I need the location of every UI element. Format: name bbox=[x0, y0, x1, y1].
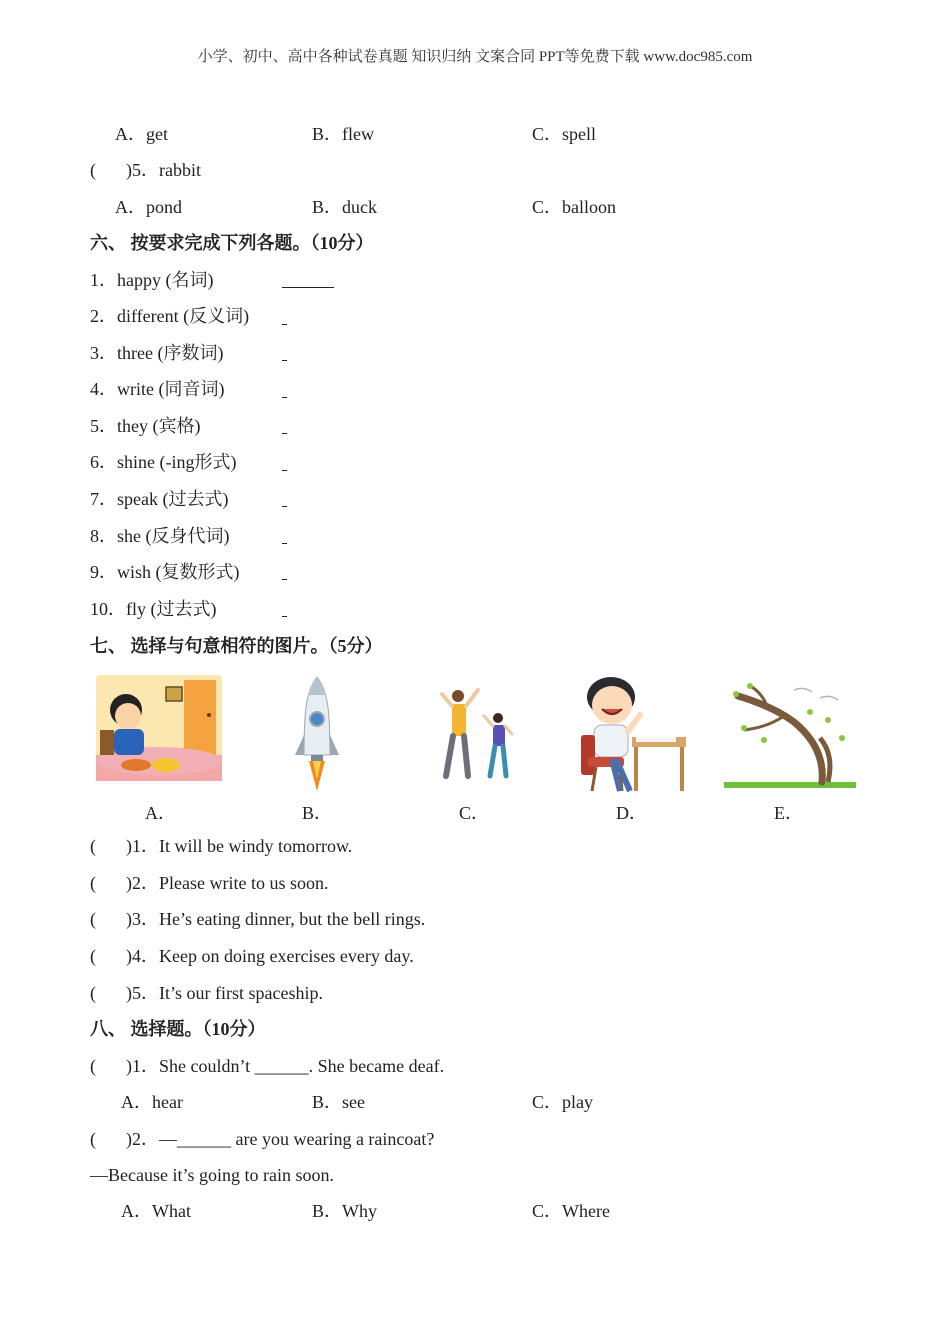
people-exercising-icon bbox=[432, 682, 518, 782]
s8-q1-option-a: A．hear bbox=[121, 1092, 183, 1112]
s7-q3-text: )3．He’s eating dinner, but the bell rings. bbox=[126, 909, 426, 929]
picture-label-b: B． bbox=[302, 803, 333, 823]
s8-q1-option-b: B．see bbox=[312, 1092, 365, 1112]
picture-label-c: C． bbox=[459, 803, 490, 823]
section6-title: 六、 按要求完成下列各题。（10分） bbox=[90, 233, 374, 253]
answer-blank-2[interactable] bbox=[282, 324, 287, 325]
q5-option-a: A．pond bbox=[115, 197, 182, 217]
s7-q3-paren: ( bbox=[90, 909, 96, 929]
q4-option-a: A．get bbox=[115, 124, 168, 144]
s6-item-3: 3．three (序数词) bbox=[90, 343, 224, 363]
s7-q4-text: )4．Keep on doing exercises every day. bbox=[126, 946, 414, 966]
s8-q1-option-c: C．play bbox=[532, 1092, 593, 1112]
s6-item-2: 2．different (反义词) bbox=[90, 306, 250, 326]
s6-item-6: 6．shine (-ing形式) bbox=[90, 452, 237, 472]
s6-item-8: 8．she (反身代词) bbox=[90, 526, 230, 546]
q5-paren: ( bbox=[90, 160, 96, 180]
section8-title: 八、 选择题。（10分） bbox=[90, 1019, 266, 1039]
answer-blank-3[interactable] bbox=[282, 360, 287, 361]
s7-q5-text: )5．It’s our first spaceship. bbox=[126, 983, 323, 1003]
s6-item-7: 7．speak (过去式) bbox=[90, 489, 229, 509]
picture-label-d: D． bbox=[616, 803, 647, 823]
s8-q2-line2: —Because it’s going to rain soon. bbox=[90, 1165, 334, 1185]
s6-item-1: 1．happy (名词) bbox=[90, 270, 214, 290]
s8-q2-option-b: B．Why bbox=[312, 1201, 377, 1221]
answer-blank-5[interactable] bbox=[282, 433, 287, 434]
answer-blank-7[interactable] bbox=[282, 506, 287, 507]
answer-blank-9[interactable] bbox=[282, 579, 287, 580]
windy-tree-icon bbox=[724, 680, 856, 788]
s8-q2-text: )2．—______ are you wearing a raincoat? bbox=[126, 1129, 435, 1149]
answer-blank-10[interactable] bbox=[282, 616, 287, 617]
answer-blank-8[interactable] bbox=[282, 543, 287, 544]
s8-q2-option-c: C．Where bbox=[532, 1201, 610, 1221]
s7-q2-text: )2．Please write to us soon. bbox=[126, 873, 329, 893]
s6-item-10: 10．fly (过去式) bbox=[90, 599, 217, 619]
q5-option-b: B．duck bbox=[312, 197, 377, 217]
s8-q2-paren: ( bbox=[90, 1129, 96, 1149]
rocket-icon bbox=[292, 675, 342, 793]
answer-blank-4[interactable] bbox=[282, 397, 287, 398]
s7-q1-paren: ( bbox=[90, 836, 96, 856]
s6-item-5: 5．they (宾格) bbox=[90, 416, 201, 436]
q5-text: )5．rabbit bbox=[126, 160, 201, 180]
s7-q5-paren: ( bbox=[90, 983, 96, 1003]
s7-q2-paren: ( bbox=[90, 873, 96, 893]
s8-q1-paren: ( bbox=[90, 1056, 96, 1076]
q4-option-c: C．spell bbox=[532, 124, 597, 144]
boy-eating-dinner-icon bbox=[96, 675, 222, 781]
s6-item-4: 4．write (同音词) bbox=[90, 379, 225, 399]
answer-blank-6[interactable] bbox=[282, 470, 287, 471]
page-header: 小学、初中、高中各种试卷真题 知识归纳 文案合同 PPT等免费下载 www.doc985.com bbox=[197, 49, 753, 65]
answer-blank-1[interactable] bbox=[282, 287, 334, 288]
picture-label-e: E． bbox=[774, 803, 803, 823]
q5-option-c: C．balloon bbox=[532, 197, 616, 217]
s7-q4-paren: ( bbox=[90, 946, 96, 966]
q4-option-b: B．flew bbox=[312, 124, 374, 144]
s6-item-9: 9．wish (复数形式) bbox=[90, 562, 240, 582]
s8-q1-text: )1．She couldn’t ______. She became deaf. bbox=[126, 1056, 445, 1076]
s8-q2-option-a: A．What bbox=[121, 1201, 191, 1221]
picture-label-a: A． bbox=[145, 803, 176, 823]
boy-writing-icon bbox=[578, 675, 688, 793]
s7-q1-text: )1．It will be windy tomorrow. bbox=[126, 836, 353, 856]
section7-title: 七、 选择与句意相符的图片。（5分） bbox=[90, 636, 383, 656]
